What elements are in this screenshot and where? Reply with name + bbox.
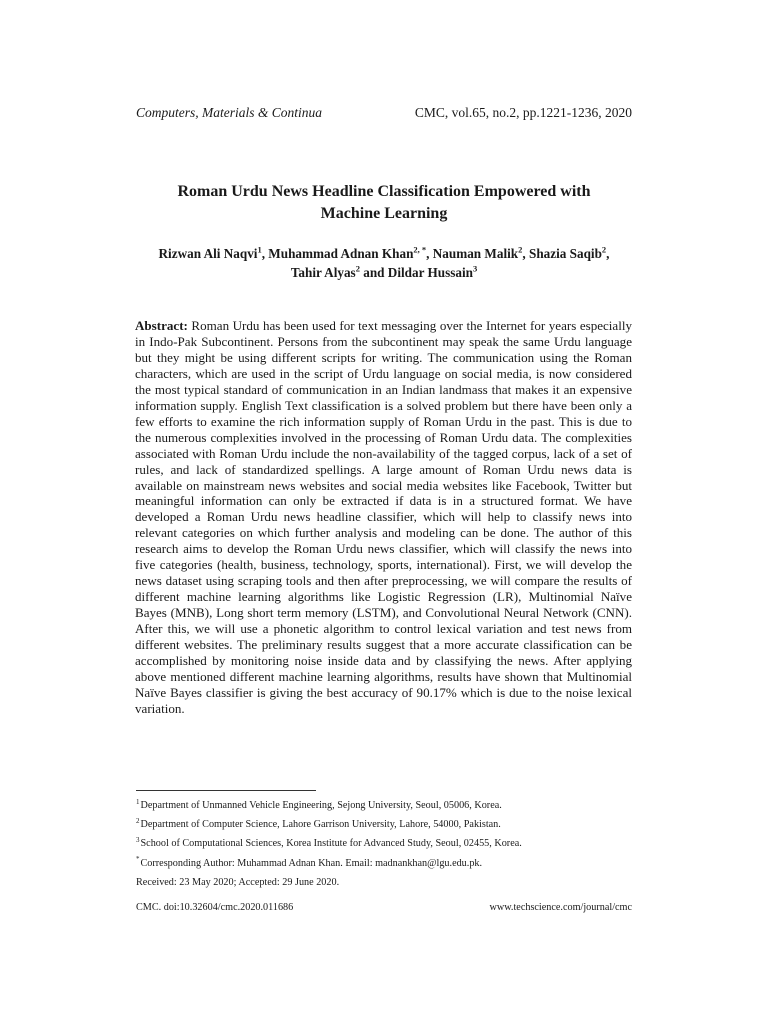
page-footer (136, 902, 632, 918)
author-list (136, 244, 632, 282)
author-name: Shazia Saqib (528, 246, 602, 261)
footnote-text: Received: 23 May 2020; Accepted: 29 June 2020. (136, 876, 340, 888)
abstract-label: Abstract: (135, 318, 188, 333)
doi-text: CMC. doi:10.32604/cmc.2020.011686 (136, 902, 294, 913)
footnote-received-dates (136, 873, 632, 892)
affiliation-mark: 2 (518, 244, 523, 255)
footnote-corresponding-author (136, 854, 632, 873)
footnote-affiliation-3 (136, 834, 632, 853)
footnote-mark: * (136, 855, 140, 864)
author-line-2 (136, 263, 632, 282)
affiliation-mark: 3 (472, 263, 478, 274)
paper-title (136, 181, 632, 225)
footnote-text: Department of Unmanned Vehicle Engineering, Sejong University, Seoul, 05006, Korea. (140, 800, 502, 811)
author-conjunction: and (363, 265, 385, 280)
footnote-mark: 1 (136, 797, 140, 806)
affiliation-mark: 2 (601, 244, 607, 255)
footnote-mark: 3 (136, 836, 140, 845)
author-name: Tahir Alyas (290, 265, 356, 280)
page-header (136, 105, 632, 125)
abstract-text: Roman Urdu has been used for text messaging over the Internet for years especially in Indo-Pak Subcontinent. Persons from the subcontinent may speak the same Urdu language but they might be using different scripts for writing. The communication using the Roman characters, which are used in the script of Urdu language on social media, is now considered the most typical standard of communication in an Indian landmass that makes it an expensive information supply. English Text classification is a solved problem but there have been only a few efforts to examine the rich information supply of Roman Urdu in the past. This is due to the numerous complexities involved in the processing of Roman Urdu data. The complexities associated with Roman Urdu include the non-availability of the tagged corpus, lack of a set of rules, and lack of standardized spellings. A large amount of Roman Urdu news data is available on mainstream news websites and social media websites like Facebook, Twitter but meaningful information can only be extracted if data is in a structured format. We have developed a Roman Urdu news headline classifier, which will help to classify news into relevant categories on which further analysis and modeling can be done. The author of this research aims to develop the Roman Urdu news classifier, which will classify the news into five categories (health, business, technology, sports, international). First, we will develop the news dataset using scraping tools and then after preprocessing, we will compare the results of different machine learning algorithms like Logistic Regression (LR), Multinomial Naïve Bayes (MNB), Long short term memory (LSTM), and Convolutional Neural Network (CNN). After this, we will use a phonetic algorithm to control lexical variation and test news from different websites. The preliminary results suggest that a more accurate classification can be accomplished by monitoring noise inside data and by classifying the news. After applying above mentioned different machine learning algorithms, results have shown that Multinomial Naïve Bayes classifier is giving the best accuracy of 90.17% which is due to the noise lexical variation. (135, 318, 632, 716)
footnote-text: Corresponding Author: Muhammad Adnan Khan. Email: madnankhan@lgu.edu.pk. (140, 857, 483, 869)
footnote-mark: 2 (136, 816, 140, 825)
author-name: Rizwan Ali Naqvi (158, 246, 258, 261)
author-name: Dildar Hussain (387, 265, 473, 280)
journal-name: Computers, Materials & Continua (136, 105, 323, 120)
footnote-divider (136, 790, 316, 791)
footnote-affiliation-2 (136, 815, 632, 834)
journal-reference: CMC, vol.65, no.2, pp.1221-1236, 2020 (414, 105, 632, 120)
author-name: Nauman Malik (432, 246, 519, 261)
footnotes (136, 796, 632, 892)
affiliation-mark: 2, * (413, 244, 427, 255)
title-line-1: Roman Urdu News Headline Classification Empowered with (177, 183, 591, 200)
footnote-text: Department of Computer Science, Lahore Garrison University, Lahore, 54000, Pakistan. (140, 819, 501, 831)
title-line-2: Machine Learning (320, 205, 448, 222)
journal-website: www.techscience.com/journal/cmc (489, 902, 632, 913)
author-line-1: Rizwan Ali Naqvi$^1$, Muhammad Adnan Khan$^{2, *}$, Nauman Malik$^2$, Shazia Saqib$^2$, (158, 244, 610, 261)
abstract (135, 318, 632, 717)
author-name: Muhammad Adnan Khan (268, 246, 414, 261)
footnote-affiliation-1 (136, 796, 632, 815)
footnote-text: School of Computational Sciences, Korea Institute for Advanced Study, Seoul, 02455, Korea. (140, 838, 522, 850)
affiliation-mark: 1 (257, 244, 262, 255)
affiliation-mark: 2 (355, 263, 360, 274)
